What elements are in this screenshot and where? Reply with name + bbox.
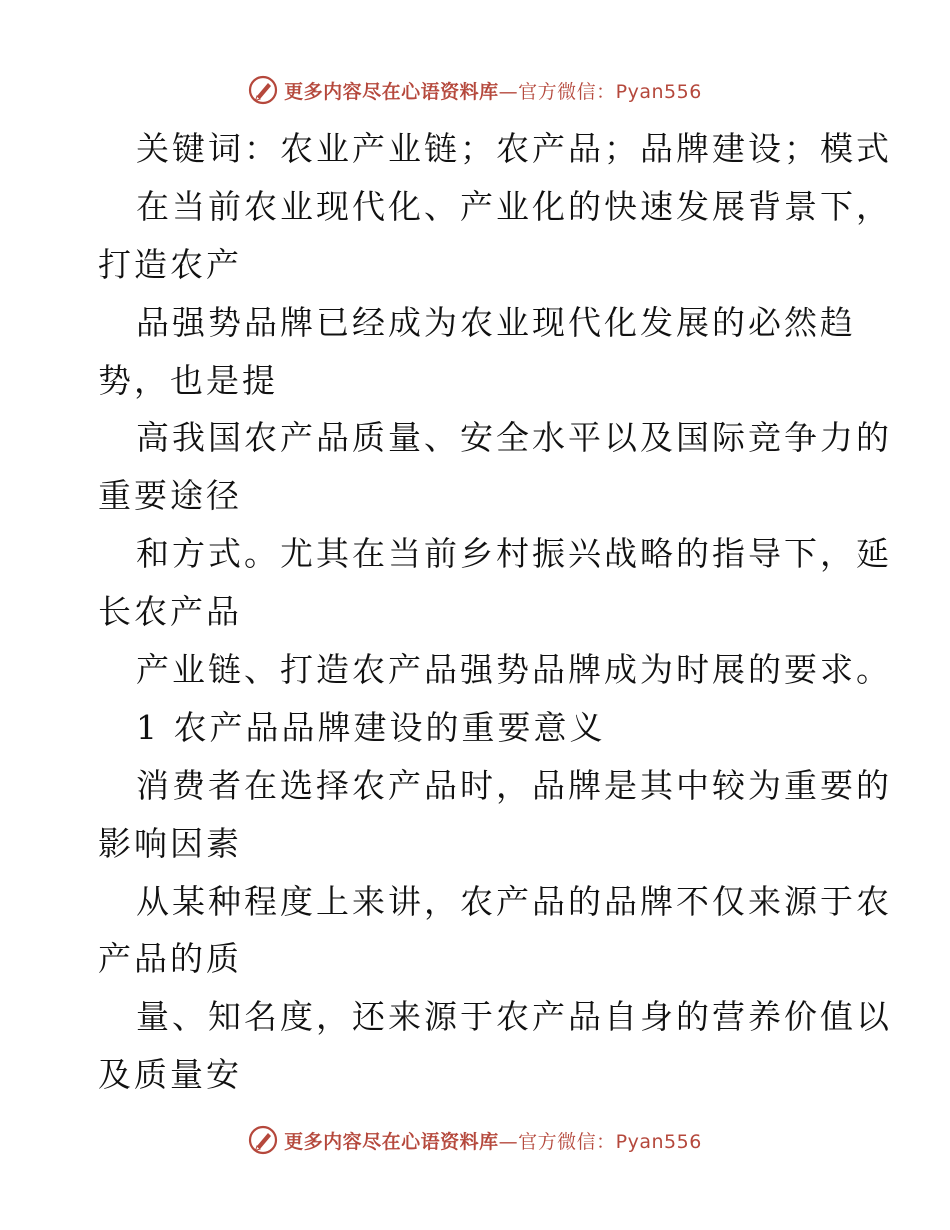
body-line: 长农产品 xyxy=(98,592,242,632)
body-line: 势，也是提 xyxy=(98,360,278,400)
body-line: 消费者在选择农产品时，品牌是其中较为重要的 xyxy=(136,765,892,805)
pen-logo-icon xyxy=(248,1125,278,1155)
body-line: 关键词：农业产业链；农产品；品牌建设；模式 xyxy=(136,129,892,168)
body-line: 产业链、打造农产品强势品牌成为时展的要求。 xyxy=(136,650,892,690)
header-banner-wechat: —官方微信：Pyan556 xyxy=(498,80,702,103)
header-banner-text xyxy=(284,77,702,104)
body-line: 和方式。尤其在当前乡村振兴战略的指导下，延 xyxy=(136,534,892,574)
body-line: 及质量安 xyxy=(98,1055,242,1095)
body-line: 从某种程度上来讲，农产品的品牌不仅来源于农 xyxy=(136,881,892,921)
document-body xyxy=(98,120,892,1104)
body-line: 高我国农产品质量、安全水平以及国际竞争力的 xyxy=(136,418,892,458)
section-heading: 1 农产品品牌建设的重要意义 xyxy=(136,707,606,747)
footer-banner xyxy=(0,1120,950,1160)
pen-logo-icon xyxy=(248,75,278,105)
header-banner-site: 更多内容尽在心语资料库 xyxy=(284,80,499,103)
body-line: 量、知名度，还来源于农产品自身的营养价值以 xyxy=(136,997,892,1037)
body-line: 在当前农业现代化、产业化的快速发展背景下， xyxy=(136,186,892,226)
body-line: 重要途径 xyxy=(98,476,242,516)
header-banner xyxy=(0,70,950,110)
body-line: 打造农产 xyxy=(98,244,242,284)
footer-banner-wechat: —官方微信：Pyan556 xyxy=(498,1130,702,1153)
footer-banner-site: 更多内容尽在心语资料库 xyxy=(284,1130,499,1153)
footer-banner-text xyxy=(284,1127,702,1154)
body-line: 影响因素 xyxy=(98,823,242,863)
body-line: 品强势品牌已经成为农业现代化发展的必然趋 xyxy=(136,302,856,342)
body-line: 产品的质 xyxy=(98,939,242,979)
